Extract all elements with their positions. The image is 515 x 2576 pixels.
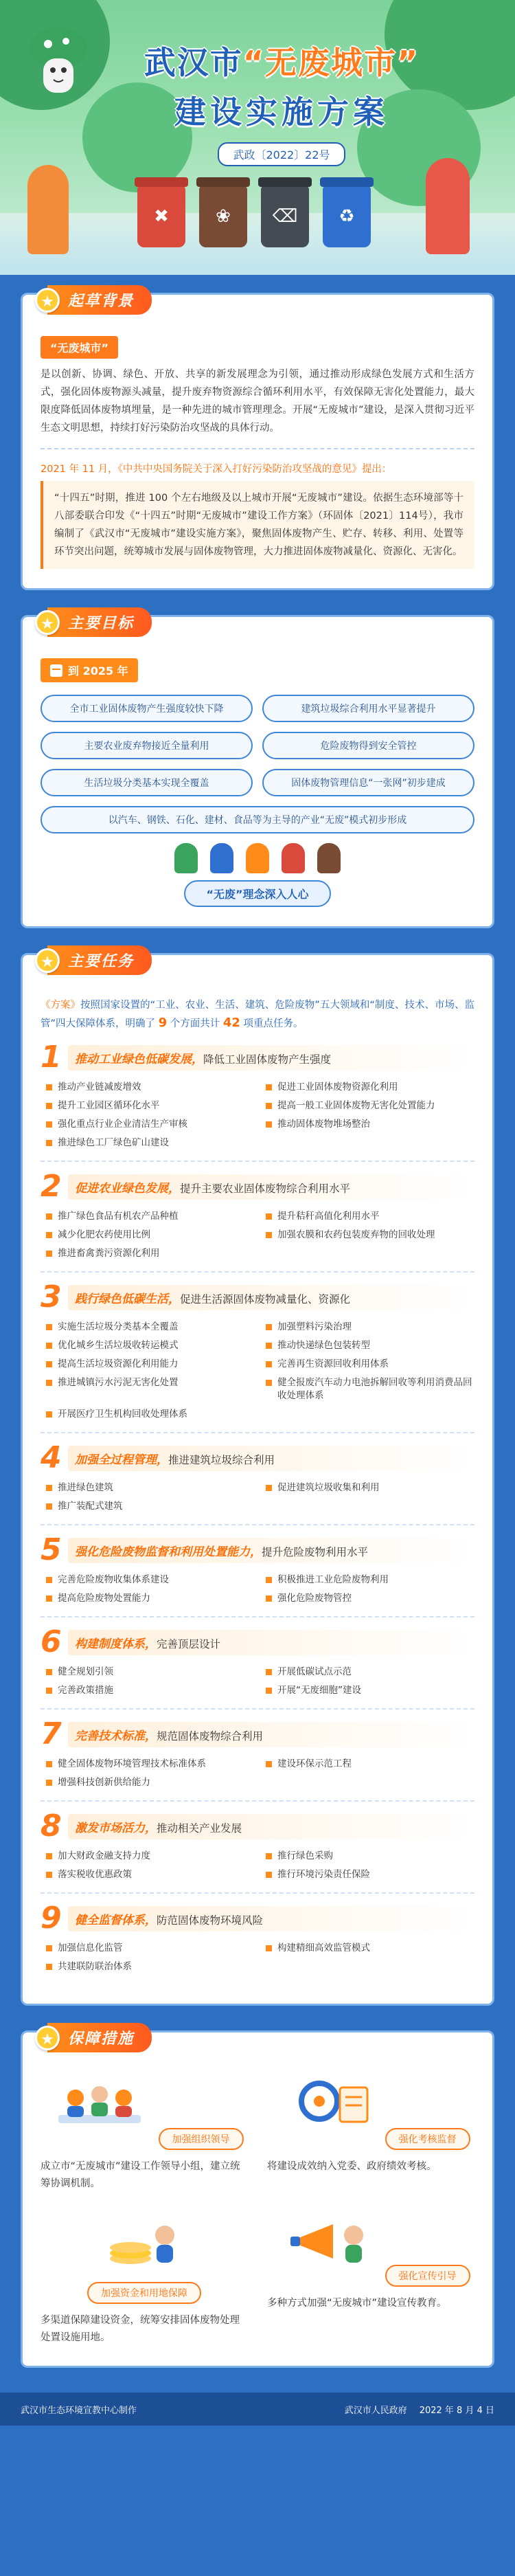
person-illustration (426, 158, 470, 254)
bullet-icon (266, 1669, 272, 1675)
task-block (41, 1894, 474, 1984)
trash-bins-illustration (103, 172, 405, 247)
intro-text-1: 按照国家设置的“工业、农业、生活、建筑、危险废物”五大领域和“制度、技术、市场、监管”四大保障体系，明确了 (41, 1000, 474, 1029)
task-item (46, 1358, 255, 1371)
brown-bin-icon: ❀ (199, 186, 247, 247)
task-item (266, 1684, 474, 1697)
task-item-text: 推动快递绿色包装转型 (277, 1340, 370, 1351)
guarantee-label: 加强资金和用地保障 (87, 2282, 201, 2304)
task-item (266, 1666, 474, 1679)
task-head (41, 1042, 474, 1073)
section-tab (35, 285, 152, 315)
star-icon: ★ (35, 288, 60, 313)
task-number: 6 (41, 1624, 62, 1659)
task-item (46, 1758, 255, 1771)
objective-pill: 危险废物得到安全管控 (262, 732, 474, 759)
funding-illustration-icon (89, 2210, 199, 2274)
guarantee-label: 强化考核监督 (385, 2128, 470, 2150)
footer-producer: 武汉市生态环境宣教中心制作 (21, 2405, 137, 2416)
task-number: 3 (41, 1279, 62, 1314)
task-title-emphasis: 激发市场活力， (75, 1821, 157, 1835)
bullet-icon (46, 1780, 52, 1786)
task-item (46, 1481, 255, 1494)
task-item (266, 1376, 474, 1402)
bullet-icon (266, 1485, 272, 1491)
task-item (266, 1210, 474, 1223)
blue-bin-icon: ♻ (323, 186, 371, 247)
task-title (68, 1174, 474, 1200)
task-item-text: 提高生活垃圾资源化利用能力 (58, 1358, 179, 1369)
objective-footer (41, 843, 474, 907)
hero-title-block (103, 38, 460, 166)
task-item (266, 1758, 474, 1771)
bullet-icon (46, 1232, 52, 1238)
task-block (41, 1162, 474, 1273)
task-item (46, 1500, 255, 1513)
task-head (41, 1169, 474, 1204)
bullet-icon (46, 1945, 52, 1951)
task-item (46, 1942, 255, 1955)
section-background (21, 293, 494, 590)
task-item (46, 1408, 255, 1421)
policy-title: 《中共中央国务院关于深入打好污染防治攻坚战的意见》 (117, 464, 362, 475)
bullet-icon (46, 1251, 52, 1257)
task-item-text: 推进畜禽粪污资源化利用 (58, 1248, 160, 1259)
section-title: 起草背景 (47, 285, 152, 315)
task-item-text: 促进工业固体废物资源化利用 (277, 1082, 398, 1093)
section-guarantee (21, 2030, 494, 2368)
bullet-icon (46, 1872, 52, 1878)
task-item-text: 完善再生资源回收利用体系 (277, 1358, 389, 1369)
objective-pill: 固体废物管理信息“一张网”初步建成 (262, 769, 474, 796)
task-items (41, 1210, 474, 1260)
bullet-icon (266, 1380, 272, 1386)
task-item (46, 1136, 255, 1150)
bullet-icon (266, 1213, 272, 1220)
task-item-text: 构建精细高效监管模式 (277, 1942, 370, 1953)
task-item (46, 1573, 255, 1587)
task-title (68, 1906, 474, 1931)
task-items (41, 1081, 474, 1150)
task-title (68, 1538, 474, 1563)
task-head (41, 1716, 474, 1751)
task-item (46, 1321, 255, 1334)
task-item (266, 1592, 474, 1605)
policy-suffix: 提出： (361, 464, 392, 475)
section-objectives (21, 615, 494, 928)
task-head (41, 1440, 474, 1475)
bullet-icon (46, 1343, 52, 1349)
bullet-icon (266, 1121, 272, 1128)
task-item (46, 1229, 255, 1242)
task-item-text: 推进绿色建筑 (58, 1482, 113, 1493)
divider (41, 448, 474, 449)
task-number: 9 (41, 1901, 62, 1936)
task-item (46, 1210, 255, 1223)
guarantee-text: 成立市“无废城市”建设工作领导小组，建立统筹协调机制。 (41, 2161, 240, 2189)
section-tab (35, 2023, 152, 2052)
task-title-emphasis: 加强全过程管理， (75, 1453, 168, 1467)
doc-number-badge: 武政〔2022〕22号 (218, 142, 345, 166)
task-item (266, 1481, 474, 1494)
task-title (68, 1045, 474, 1071)
task-block (41, 1433, 474, 1525)
task-item (46, 1592, 255, 1605)
task-item (266, 1081, 474, 1094)
section-title: 保障措施 (47, 2023, 152, 2052)
task-item-text: 强化危险废物管控 (277, 1593, 352, 1604)
guarantee-text: 多种方式加强“无废城市”建设宣传教育。 (267, 2298, 447, 2309)
bullet-icon (266, 1872, 272, 1878)
task-item (266, 1229, 474, 1242)
bullet-icon (46, 1688, 52, 1694)
bullet-icon (46, 1213, 52, 1220)
task-items (41, 1481, 474, 1513)
bullet-icon (46, 1853, 52, 1859)
objective-pill: 生活垃圾分类基本实现全覆盖 (41, 769, 253, 796)
task-number: 7 (41, 1716, 62, 1751)
task-item (46, 1081, 255, 1094)
task-head (41, 1903, 474, 1934)
task-title (68, 1285, 474, 1310)
task-item (46, 1776, 255, 1789)
task-title-rest: 提升危险废物利用水平 (262, 1545, 369, 1558)
task-item (266, 1118, 474, 1131)
tag-wufei: “无废城市” (41, 336, 118, 359)
task-title-emphasis: 完善技术标准， (75, 1729, 157, 1743)
footer-date: 2022 年 8 月 4 日 (419, 2405, 494, 2416)
intro-prefix: 《方案》 (41, 1000, 81, 1011)
task-item-text: 推动固体废物堆场整治 (277, 1119, 370, 1130)
task-item (266, 1942, 474, 1955)
task-item-text: 完善政策措施 (58, 1685, 113, 1696)
objective-row (41, 695, 474, 722)
task-item-text: 开展“无废细胞”建设 (277, 1685, 361, 1696)
bullet-icon (266, 1577, 272, 1583)
bullet-icon (46, 1324, 52, 1330)
quote-text: “十四五”时期，推进 100 个左右地级及以上城市开展“无废城市”建设。依据生态环境部等十八部委联合印发《“十四五”时期“无废城市”建设工作方案》（环固体〔2021〕114号），我市编制了《武汉市“无废城市”建设实施方案》，聚焦固体废物产生、贮存、转移、利用、处置等环节突出问题，统筹城市发展与固体废物管理，大力推进固体废物减量化、资源化、无害化。 (54, 493, 464, 557)
task-item-text: 提高一般工业固体废物无害化处置能力 (277, 1100, 435, 1111)
bullet-icon (46, 1964, 52, 1970)
task-title (68, 1630, 474, 1655)
task-item-text: 推广装配式建筑 (58, 1501, 123, 1512)
task-title (68, 1722, 474, 1747)
objective-pill: 以汽车、钢铁、石化、建材、食品等为主导的产业“无废”模式初步形成 (41, 806, 474, 833)
footer-right (345, 2403, 494, 2416)
task-item (46, 1118, 255, 1131)
task-number: 5 (41, 1532, 62, 1567)
mascot-icon (21, 21, 96, 103)
star-icon: ★ (35, 610, 60, 635)
tasks-intro (41, 996, 474, 1033)
task-title-emphasis: 推动工业绿色低碳发展， (75, 1052, 203, 1066)
hero-title-highlight: “无废城市” (242, 44, 420, 81)
task-item-text: 积极推进工业危险废物利用 (277, 1574, 389, 1585)
task-block (41, 1273, 474, 1433)
intro-text-3: 项重点任务。 (243, 1018, 304, 1029)
task-item-text: 增强科技创新供给能力 (58, 1777, 150, 1788)
guarantee-grid (41, 2074, 474, 2347)
year-label-text: 到 2025 年 (68, 664, 128, 677)
guarantee-card (41, 2074, 248, 2193)
guarantee-text: 多渠道保障建设资金，统筹安排固体废物处理处置设施用地。 (41, 2315, 240, 2343)
bullet-icon (266, 1324, 272, 1330)
task-block (41, 1617, 474, 1710)
evaluation-illustration-icon (271, 2074, 381, 2137)
task-item-text: 建设环保示范工程 (277, 1758, 352, 1769)
meeting-illustration-icon (45, 2074, 154, 2137)
task-title-rest: 防范固体废物环境风险 (157, 1914, 264, 1927)
star-icon: ★ (35, 2026, 60, 2050)
task-item-text: 完善危险废物收集体系建设 (58, 1574, 169, 1585)
task-item (266, 1321, 474, 1334)
task-head (41, 1808, 474, 1844)
task-list (41, 1033, 474, 1984)
gray-bin-icon: ⌫ (261, 186, 309, 247)
quote-box (41, 481, 474, 569)
bullet-icon (266, 1084, 272, 1090)
guarantee-card (41, 2210, 248, 2347)
bullet-icon (266, 1343, 272, 1349)
task-items (41, 1758, 474, 1789)
definition-text: 是以创新、协调、绿色、开放、共享的新发展理念为引领，通过推动形成绿色发展方式和生活方式，强化固体废物源头减量，提升废弃物资源综合循环利用水平，有效保障无害化处置能力，最大限度降低固体废物填埋量，是一种先进的城市管理理念。开展“无废城市”建设，是深入贯彻习近平生态文明思想，持续打好污染防治攻坚战的具体行动。 (41, 369, 474, 434)
guarantee-label: 强化宣传引导 (385, 2265, 470, 2287)
bullet-icon (46, 1084, 52, 1090)
bullet-icon (46, 1103, 52, 1109)
task-items (41, 1850, 474, 1881)
task-item-text: 加强农膜和农药包装废弃物的回收处理 (277, 1229, 435, 1240)
task-item-text: 健全报废汽车动力电池拆解回收等利用消费品回收处理体系 (277, 1377, 472, 1401)
task-title-rest: 规范固体废物综合利用 (157, 1729, 264, 1743)
bullet-icon (266, 1688, 272, 1694)
task-title-rest: 降低工业固体废物产生强度 (203, 1053, 332, 1066)
task-title (68, 1446, 474, 1471)
section-title: 主要目标 (47, 607, 152, 637)
policy-line (41, 460, 474, 478)
bullet-icon (46, 1577, 52, 1583)
task-item-text: 实施生活垃圾分类基本全覆盖 (58, 1321, 179, 1332)
bullet-icon (266, 1945, 272, 1951)
task-item-text: 落实税收优惠政策 (58, 1869, 132, 1880)
task-items (41, 1321, 474, 1421)
task-number: 2 (41, 1169, 62, 1204)
person-illustration (27, 165, 69, 254)
task-block (41, 1525, 474, 1617)
bullet-icon (46, 1503, 52, 1510)
objective-row (41, 732, 474, 759)
task-item-text: 提升工业园区循环化水平 (58, 1100, 160, 1111)
task-item (46, 1960, 255, 1973)
bullet-icon (46, 1669, 52, 1675)
task-item-text: 减少化肥农药使用比例 (58, 1229, 150, 1240)
task-number: 8 (41, 1808, 62, 1844)
bullet-icon (46, 1485, 52, 1491)
task-item-text: 促进建筑垃圾收集和利用 (277, 1482, 380, 1493)
task-title-emphasis: 践行绿色低碳生活， (75, 1292, 180, 1306)
task-item-text: 开展医疗卫生机构回收处理体系 (58, 1409, 187, 1420)
task-block (41, 1802, 474, 1894)
objective-pill: 主要农业废弃物接近全量利用 (41, 732, 253, 759)
hero-title-line2: 建设实施方案 (174, 93, 389, 131)
task-item (266, 1099, 474, 1112)
task-item-text: 提高危险废物处置能力 (58, 1593, 150, 1604)
task-number: 1 (41, 1040, 62, 1075)
task-item-text: 提升秸秆高值化利用水平 (277, 1211, 380, 1222)
task-item-text: 健全固体废物环境管理技术标准体系 (58, 1758, 206, 1769)
bullet-icon (266, 1103, 272, 1109)
bullet-icon (46, 1121, 52, 1128)
task-title-rest: 推进建筑垃圾综合利用 (168, 1453, 275, 1466)
task-item-text: 开展低碳试点示范 (277, 1666, 352, 1677)
task-item (266, 1850, 474, 1863)
section-tab (35, 607, 152, 637)
intro-num-items: 42 (222, 1016, 240, 1030)
task-item-text: 推动产业链减废增效 (58, 1082, 141, 1093)
bullet-icon (46, 1595, 52, 1602)
hero-banner (0, 0, 515, 275)
slogan-badge: “无废”理念深入人心 (184, 880, 330, 907)
task-block (41, 1710, 474, 1802)
task-block (41, 1033, 474, 1162)
task-title-emphasis: 促进农业绿色发展， (75, 1181, 180, 1196)
task-title (68, 1814, 474, 1839)
hero-title-line1 (103, 38, 460, 83)
task-item (266, 1868, 474, 1881)
guarantee-label: 加强组织领导 (159, 2128, 244, 2150)
bullet-icon (46, 1380, 52, 1386)
task-item-text: 优化城乡生活垃圾收转运模式 (58, 1340, 179, 1351)
task-items (41, 1573, 474, 1605)
task-head (41, 1532, 474, 1567)
task-item-text: 加强塑料污染治理 (277, 1321, 352, 1332)
guarantee-card (267, 2074, 474, 2193)
task-items (41, 1942, 474, 1973)
task-title-rest: 推动相关产业发展 (157, 1822, 242, 1835)
red-bin-icon: ✖ (137, 186, 185, 247)
task-title-rest: 促进生活源固体废物减量化、资源化 (180, 1292, 351, 1306)
task-item (266, 1573, 474, 1587)
task-item-text: 推进城镇污水污泥无害化处置 (58, 1377, 179, 1388)
task-item (46, 1850, 255, 1863)
people-illustration (41, 843, 474, 873)
objective-pill: 全市工业固体废物产生强度较快下降 (41, 695, 253, 722)
task-title-emphasis: 健全监督体系， (75, 1913, 157, 1927)
task-item-text: 加强信息化监管 (58, 1942, 123, 1953)
footer (0, 2393, 515, 2426)
intro-text-2: 个方面共计 (170, 1018, 220, 1029)
objective-pill: 建筑垃圾综合利用水平显著提升 (262, 695, 474, 722)
task-item-text: 强化重点行业企业清洁生产审核 (58, 1119, 187, 1130)
star-icon: ★ (35, 948, 60, 973)
bullet-icon (46, 1361, 52, 1367)
guarantee-card (267, 2210, 474, 2347)
task-item-text: 推进绿色工厂绿色矿山建设 (58, 1137, 169, 1148)
hero-title-prefix: 武汉市 (144, 44, 243, 81)
task-title-emphasis: 强化危险废物监督和利用处置能力， (75, 1545, 262, 1559)
task-title-rest: 提升主要农业固体废物综合利用水平 (180, 1182, 351, 1195)
task-item (46, 1666, 255, 1679)
task-item (46, 1376, 255, 1402)
objective-row (41, 806, 474, 833)
task-number: 4 (41, 1440, 62, 1475)
footer-publisher: 武汉市人民政府 (344, 2405, 407, 2416)
task-item-text: 推行环境污染责任保险 (277, 1869, 370, 1880)
task-item-text: 健全规划引领 (58, 1666, 113, 1677)
task-item (266, 1339, 474, 1352)
section-tasks (21, 953, 494, 2006)
bullet-icon (46, 1761, 52, 1767)
task-items (41, 1666, 474, 1697)
bullet-icon (266, 1761, 272, 1767)
policy-date: 2021 年 11 月， (41, 464, 118, 475)
task-item-text: 加大财政金融支持力度 (58, 1850, 150, 1861)
guarantee-text: 将建设成效纳入党委、政府绩效考核。 (267, 2161, 437, 2172)
task-item (46, 1868, 255, 1881)
section-title: 主要任务 (47, 945, 152, 975)
calendar-icon (50, 664, 62, 677)
bullet-icon (266, 1361, 272, 1367)
task-item (46, 1684, 255, 1697)
task-item (46, 1247, 255, 1260)
task-head (41, 1624, 474, 1659)
task-item (46, 1099, 255, 1112)
bullet-icon (266, 1853, 272, 1859)
year-label (41, 658, 138, 682)
task-head (41, 1279, 474, 1314)
bullet-icon (266, 1232, 272, 1238)
task-item-text: 共建联防联治体系 (58, 1961, 132, 1972)
objective-row (41, 769, 474, 796)
task-title-emphasis: 构建制度体系， (75, 1637, 157, 1651)
task-item (266, 1358, 474, 1371)
bullet-icon (46, 1140, 52, 1146)
task-item-text: 推行绿色采购 (277, 1850, 333, 1861)
bullet-icon (46, 1411, 52, 1418)
intro-num-tasks: 9 (158, 1016, 168, 1030)
task-item (46, 1339, 255, 1352)
task-item-text: 推广绿色食品有机农产品种植 (58, 1211, 179, 1222)
section-tab (35, 945, 152, 975)
megaphone-illustration-icon (271, 2210, 381, 2274)
task-title-rest: 完善顶层设计 (157, 1637, 221, 1650)
bullet-icon (266, 1595, 272, 1602)
